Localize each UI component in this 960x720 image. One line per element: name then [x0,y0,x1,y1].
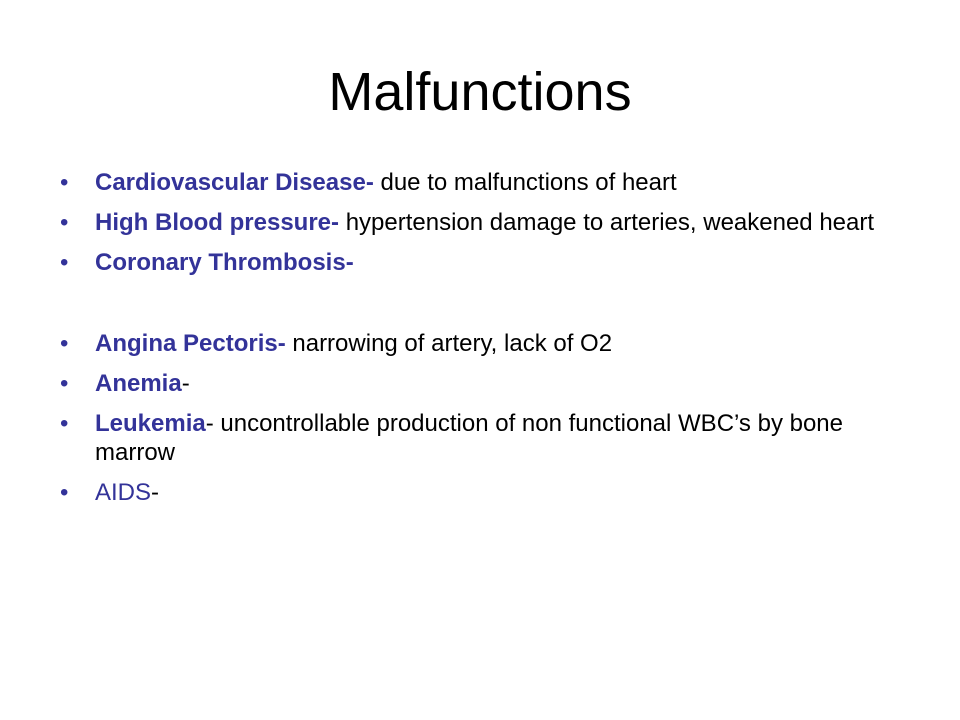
bullet-icon: • [60,410,69,437]
bullet-term: Cardiovascular Disease- [95,169,374,196]
bullet-list [60,168,920,507]
bullet-text: - [181,370,190,397]
bullet-icon: • [60,209,69,236]
bullet-text: - [151,479,160,506]
bullet-item [60,478,920,507]
bullet-term: Leukemia [95,410,206,437]
bullet-item [60,329,920,358]
bullet-item [60,409,920,467]
bullet-item [60,248,920,277]
bullet-icon: • [60,370,69,397]
bullet-icon: • [60,249,69,276]
bullet-term: Angina Pectoris- [95,330,286,357]
bullet-text: hypertension damage to arteries, weakened heart [339,209,875,236]
bullet-item [60,369,920,398]
bullet-text: narrowing of artery, lack of O2 [285,330,613,357]
bullet-term: Coronary Thrombosis- [95,249,354,276]
bullet-icon: • [60,169,69,196]
slide-title: Malfunctions [328,62,632,122]
bullet-text: due to malfunctions of heart [373,169,677,196]
bullet-item [60,168,920,197]
bullet-term: Anemia [95,370,182,397]
bullet-icon: • [60,330,69,357]
bullet-item [60,208,920,237]
bullet-icon: • [60,479,69,506]
bullet-text: - uncontrollable production of non functional WBC’s by bone marrow [95,410,843,466]
bullet-term: AIDS [95,479,152,506]
bullet-term: High Blood pressure- [95,209,340,236]
